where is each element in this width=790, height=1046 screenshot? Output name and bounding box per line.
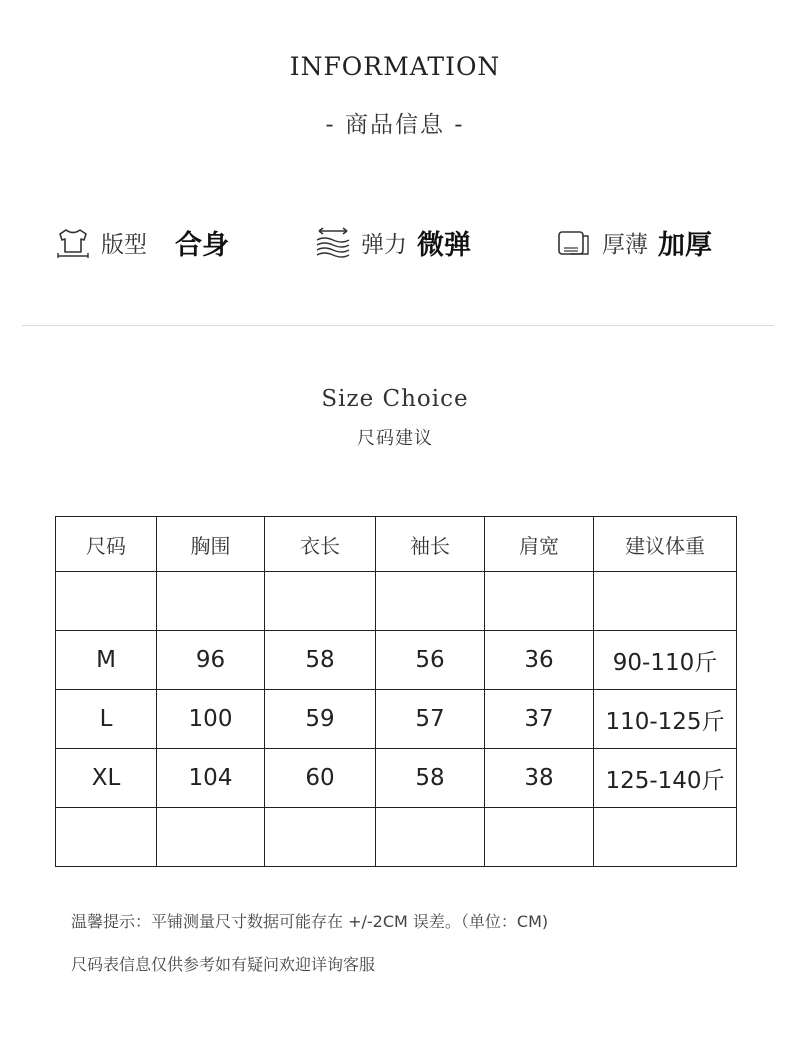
table-cell: 104	[157, 749, 265, 808]
product-info-subtitle: - 商品信息 -	[325, 112, 465, 138]
information-title: INFORMATION	[289, 52, 501, 81]
table-row	[56, 808, 737, 867]
fabric-layers-icon	[556, 225, 592, 259]
table-cell: 110-125斤	[594, 690, 737, 749]
table-row	[56, 690, 737, 749]
table-cell: 90-110斤	[594, 631, 737, 690]
header-weight: 建议体重	[594, 517, 737, 572]
table-cell	[485, 808, 594, 867]
header-sleeve: 袖长	[376, 517, 485, 572]
table-cell: L	[56, 690, 157, 749]
table-cell: 57	[376, 690, 485, 749]
table-header-row	[56, 517, 737, 572]
attribute-thickness	[556, 218, 712, 266]
table-cell: 59	[265, 690, 376, 749]
table-cell	[56, 572, 157, 631]
table-cell: 96	[157, 631, 265, 690]
table-row	[56, 749, 737, 808]
table-cell	[265, 572, 376, 631]
table-cell	[485, 572, 594, 631]
table-row	[56, 631, 737, 690]
size-table	[55, 516, 737, 867]
attribute-thickness-label: 厚薄	[602, 231, 648, 258]
table-cell	[376, 572, 485, 631]
table-cell	[265, 808, 376, 867]
header-length: 衣长	[265, 517, 376, 572]
table-cell: 58	[265, 631, 376, 690]
attribute-fit	[55, 218, 229, 266]
table-cell: 125-140斤	[594, 749, 737, 808]
table-cell: 37	[485, 690, 594, 749]
table-cell: XL	[56, 749, 157, 808]
attribute-stretch	[315, 218, 471, 266]
reference-note: 尺码表信息仅供参考如有疑问欢迎详询客服	[71, 955, 376, 974]
table-cell	[157, 808, 265, 867]
size-choice-title: Size Choice	[321, 386, 469, 412]
attribute-fit-label: 版型	[101, 231, 147, 258]
attribute-stretch-label: 弹力	[361, 231, 407, 258]
table-cell: 100	[157, 690, 265, 749]
section-divider	[22, 325, 774, 326]
header-shoulder: 肩宽	[485, 517, 594, 572]
tshirt-icon	[55, 225, 91, 259]
table-cell	[376, 808, 485, 867]
table-cell: 58	[376, 749, 485, 808]
table-row	[56, 572, 737, 631]
table-cell	[157, 572, 265, 631]
size-advice-subtitle: 尺码建议	[357, 428, 433, 449]
table-cell	[56, 808, 157, 867]
attribute-stretch-value: 微弹	[417, 229, 471, 261]
stretch-icon	[315, 225, 351, 259]
attribute-thickness-value: 加厚	[658, 229, 712, 261]
table-cell: 36	[485, 631, 594, 690]
header-size: 尺码	[56, 517, 157, 572]
measurement-note: 温馨提示：平铺测量尺寸数据可能存在 +/-2CM 误差。（单位：CM)	[71, 912, 549, 931]
table-cell	[594, 572, 737, 631]
table-cell: M	[56, 631, 157, 690]
table-cell: 60	[265, 749, 376, 808]
table-cell: 56	[376, 631, 485, 690]
attribute-row	[0, 218, 790, 266]
table-cell: 38	[485, 749, 594, 808]
header-chest: 胸围	[157, 517, 265, 572]
table-cell	[594, 808, 737, 867]
attribute-fit-value: 合身	[175, 229, 229, 261]
